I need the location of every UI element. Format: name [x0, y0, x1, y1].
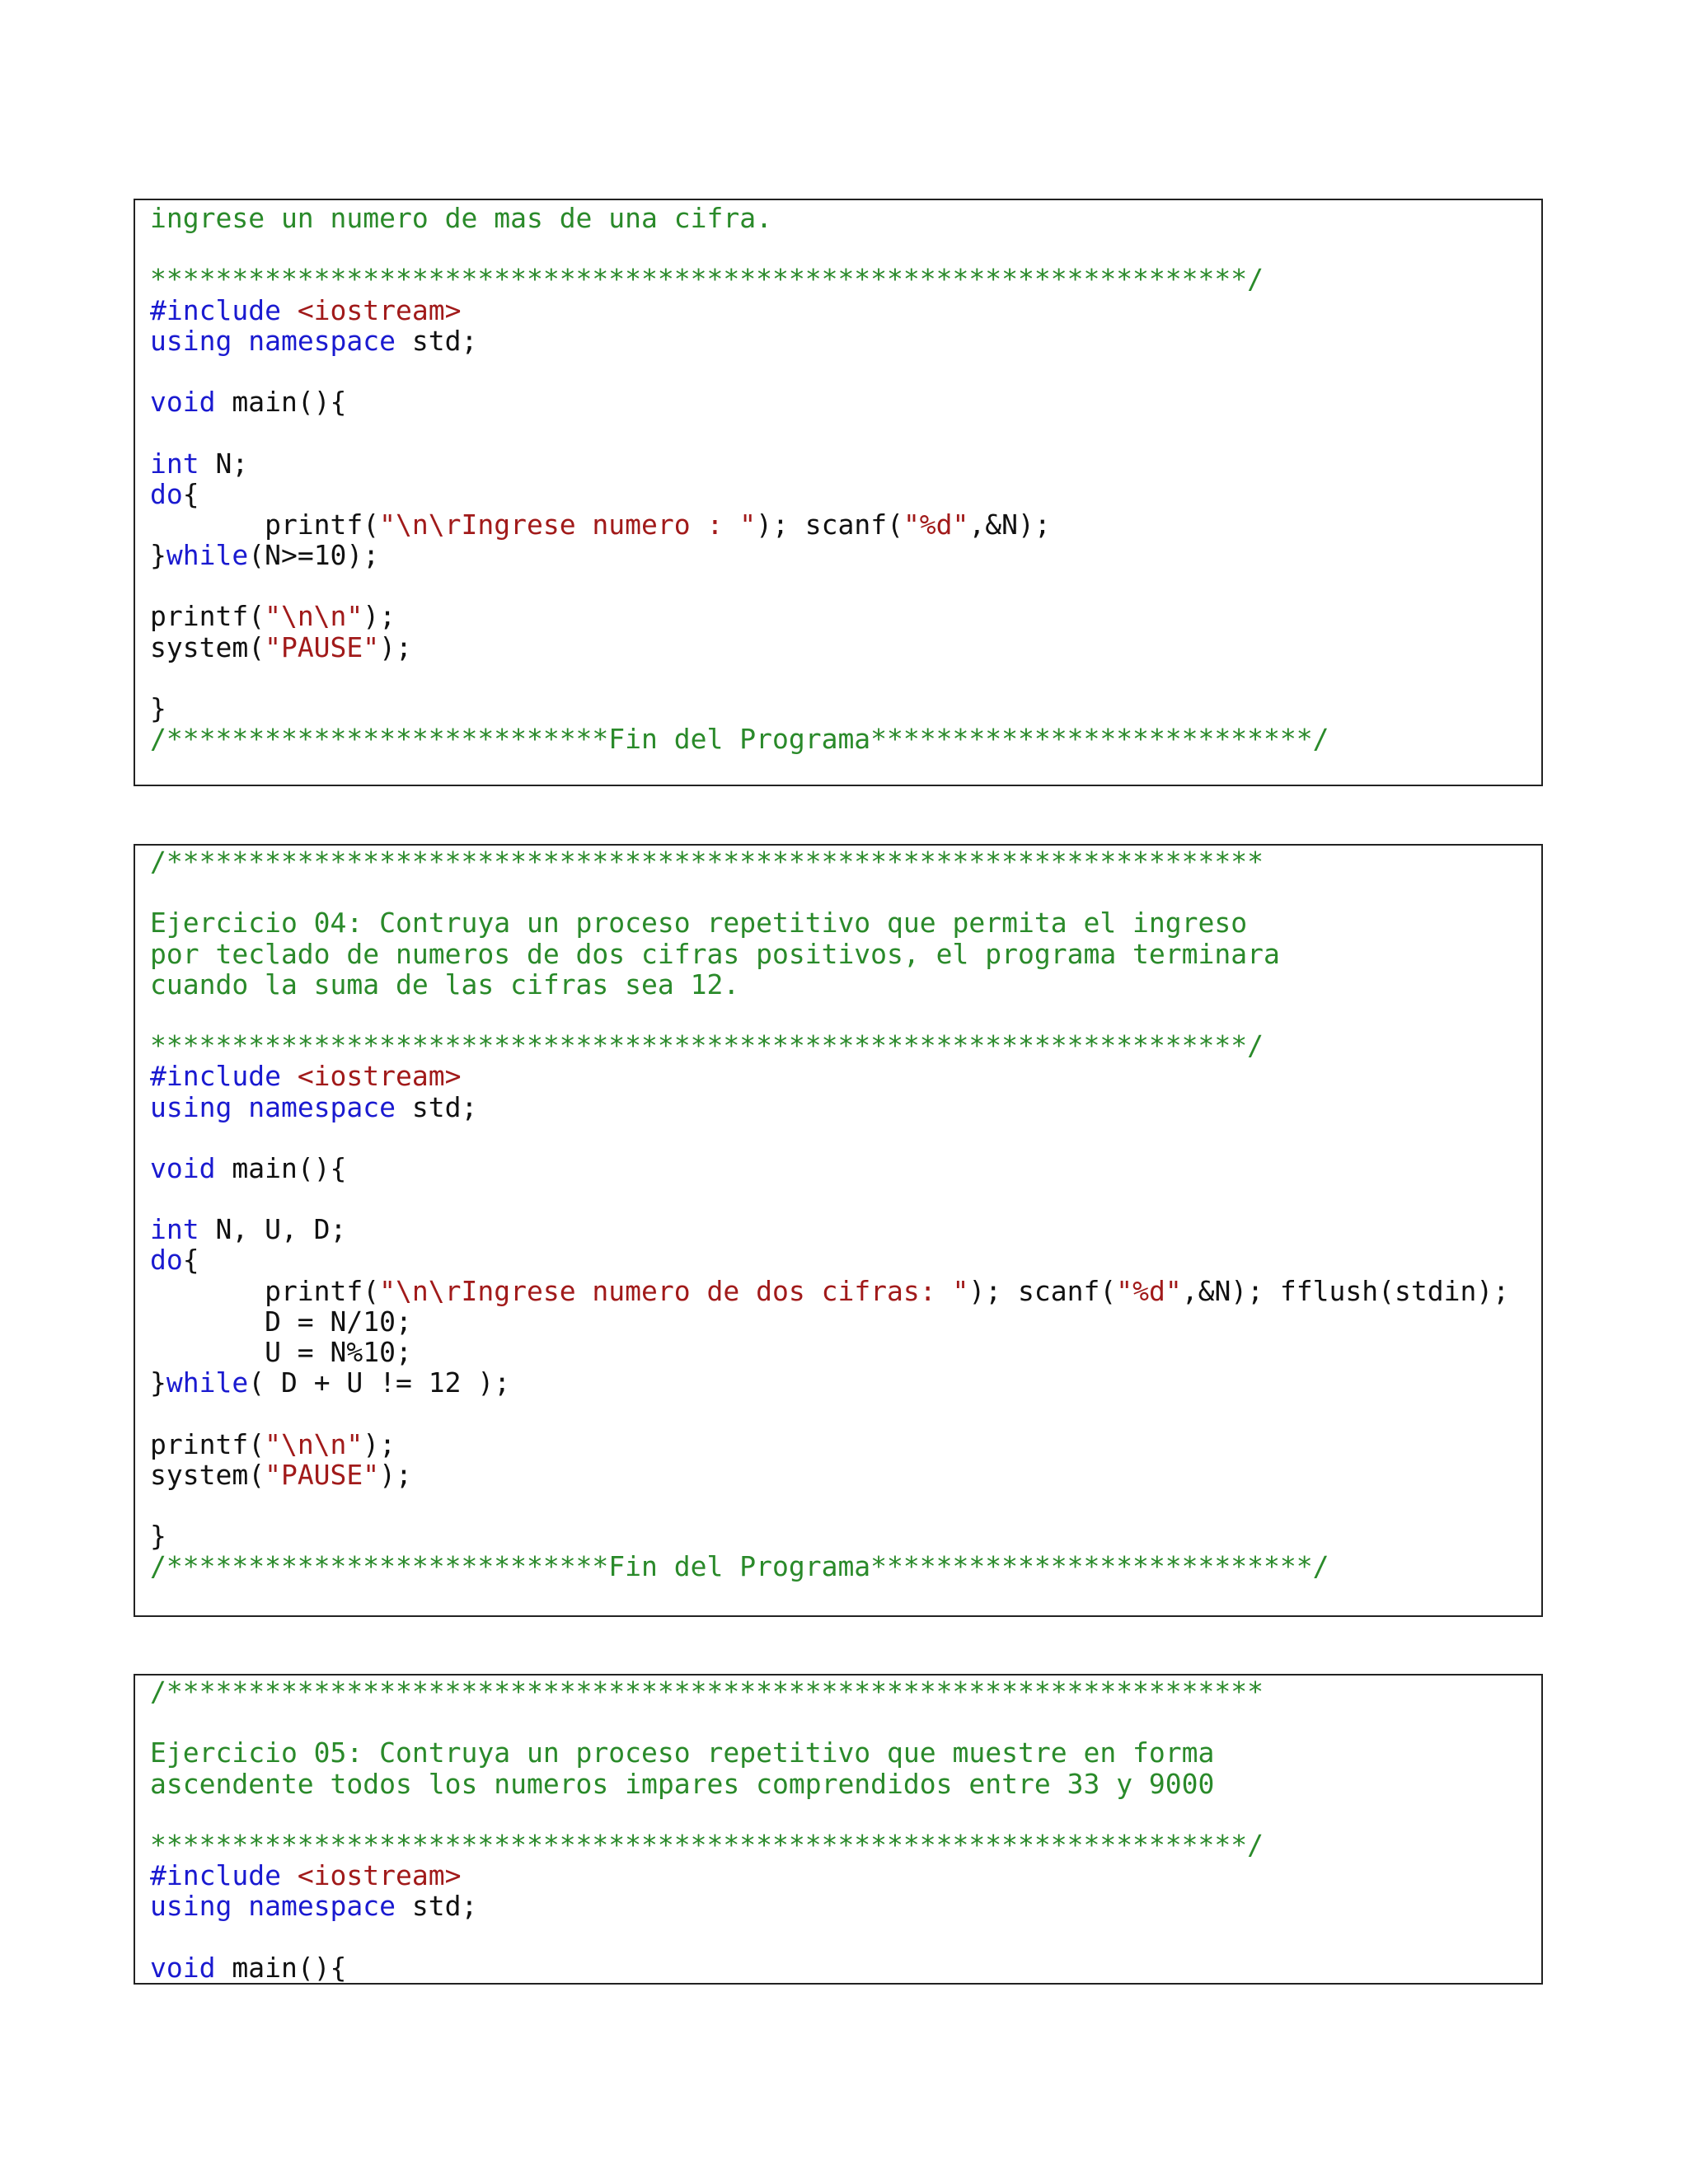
code-line — [150, 1337, 1509, 1367]
code-line — [150, 1000, 1509, 1030]
code-line — [150, 233, 1329, 264]
code-token-keyword: #include — [150, 1060, 298, 1093]
code-token-string: <iostream> — [297, 1060, 462, 1093]
code-token-plain: ); — [363, 600, 396, 633]
code-token-keyword: int — [150, 447, 199, 480]
code-line — [150, 1830, 1264, 1860]
code-token-plain: main(){ — [215, 386, 347, 419]
code-line — [150, 1769, 1264, 1799]
code-token-plain: ,&N); fflush(stdin); — [1181, 1274, 1510, 1307]
code-line — [150, 1061, 1509, 1091]
code-token-plain: system( — [150, 1458, 265, 1491]
code-token-comment: *******************************************************************/ — [150, 1828, 1264, 1861]
code-token-comment: /***************************Fin del Programa***************************/ — [150, 723, 1329, 756]
code-token-keyword: using — [150, 1890, 232, 1923]
code-token-plain: N; — [199, 447, 249, 480]
code-token-plain: } — [150, 539, 166, 572]
code-line — [150, 1551, 1509, 1582]
code-line — [150, 693, 1329, 724]
code-token-string: "\n\n" — [265, 600, 363, 633]
code-line — [150, 724, 1329, 754]
code-token-keyword: namespace — [248, 1090, 396, 1123]
code-token-plain: system( — [150, 630, 265, 663]
code-token-comment: Ejercicio 05: Contruya un proceso repetitivo que muestre en forma — [150, 1736, 1215, 1769]
code-token-keyword: while — [166, 1366, 249, 1399]
code-line — [150, 1367, 1509, 1398]
code-token-plain: std; — [396, 1890, 478, 1923]
code-token-plain: ); — [379, 630, 412, 663]
code-block-ejercicio-03 — [134, 199, 1543, 786]
code-block-ejercicio-05 — [134, 1674, 1543, 1985]
code-line — [150, 907, 1509, 938]
code-line — [150, 1799, 1264, 1830]
code-listing — [150, 203, 1329, 754]
code-token-plain: printf( — [150, 508, 380, 541]
code-token-string: "%d" — [903, 508, 969, 541]
code-line — [150, 203, 1329, 233]
code-token-comment: ascendente todos los numeros impares comprendidos entre 33 y 9000 — [150, 1767, 1215, 1800]
code-line — [150, 417, 1329, 448]
code-token-plain: std; — [396, 324, 478, 357]
code-listing — [150, 846, 1509, 1582]
code-token-plain — [232, 1091, 248, 1123]
code-line — [150, 1214, 1509, 1244]
code-token-string: <iostream> — [297, 1859, 462, 1892]
code-token-keyword: #include — [150, 1859, 298, 1892]
code-token-keyword: int — [150, 1213, 199, 1246]
code-token-keyword: #include — [150, 293, 298, 326]
code-line — [150, 1922, 1264, 1952]
code-token-plain — [232, 325, 248, 357]
code-token-plain: ); — [379, 1458, 412, 1491]
code-line — [150, 601, 1329, 631]
code-token-plain: std; — [396, 1090, 478, 1123]
code-token-string: "\n\rIngrese numero de dos cifras: " — [379, 1274, 969, 1307]
code-line — [150, 1490, 1509, 1521]
code-token-plain: ); scanf( — [968, 1274, 1117, 1307]
code-token-string: "\n\n" — [265, 1427, 363, 1460]
code-token-comment: /***************************Fin del Programa***************************/ — [150, 1550, 1329, 1583]
code-line — [150, 1183, 1509, 1214]
code-line — [150, 1244, 1509, 1275]
code-line — [150, 570, 1329, 601]
code-line — [150, 1891, 1264, 1921]
code-token-plain: } — [150, 1520, 166, 1553]
code-line — [150, 1737, 1264, 1768]
code-line — [150, 1030, 1509, 1061]
code-token-plain: U = N%10; — [150, 1336, 412, 1368]
code-token-keyword: namespace — [248, 324, 396, 357]
code-line — [150, 877, 1509, 907]
code-line — [150, 295, 1329, 326]
code-line — [150, 1952, 1264, 1983]
code-line — [150, 969, 1509, 1000]
code-line — [150, 509, 1329, 540]
code-token-plain: { — [182, 477, 199, 510]
code-line — [150, 1521, 1509, 1551]
code-token-keyword: while — [166, 539, 249, 572]
code-token-plain: printf( — [150, 1274, 380, 1307]
code-token-string: "\n\rIngrese numero : " — [379, 508, 757, 541]
code-listing — [150, 1676, 1264, 1983]
code-token-plain: } — [150, 692, 166, 724]
code-line — [150, 1122, 1509, 1153]
code-line — [150, 1398, 1509, 1428]
code-token-plain: main(){ — [215, 1151, 347, 1184]
code-line — [150, 663, 1329, 693]
code-token-plain: D = N/10; — [150, 1305, 412, 1338]
code-line — [150, 846, 1509, 877]
code-token-comment: /******************************************************************* — [150, 846, 1264, 878]
code-line — [150, 540, 1329, 570]
code-line — [150, 387, 1329, 417]
code-token-comment: Ejercicio 04: Contruya un proceso repetitivo que permita el ingreso — [150, 907, 1248, 940]
code-token-plain: printf( — [150, 1427, 265, 1460]
code-token-plain: ); scanf( — [756, 508, 903, 541]
code-token-plain: } — [150, 1366, 166, 1399]
code-line — [150, 479, 1329, 509]
code-token-keyword: void — [150, 1151, 216, 1184]
code-token-plain: ,&N); — [968, 508, 1051, 541]
code-token-comment: /******************************************************************* — [150, 1675, 1264, 1708]
code-line — [150, 1276, 1509, 1306]
code-line — [150, 632, 1329, 663]
code-token-keyword: do — [150, 1244, 183, 1277]
code-token-plain: { — [182, 1244, 199, 1277]
code-line — [150, 1092, 1509, 1122]
code-token-comment: *******************************************************************/ — [150, 263, 1264, 296]
code-line — [150, 1707, 1264, 1737]
code-line — [150, 1860, 1264, 1891]
code-token-plain — [232, 1890, 248, 1922]
code-token-comment: ingrese un numero de mas de una cifra. — [150, 202, 772, 234]
code-token-comment: cuando la suma de las cifras sea 12. — [150, 968, 740, 1001]
code-token-string: "PAUSE" — [265, 1458, 380, 1491]
code-line — [150, 1429, 1509, 1460]
code-token-comment: *******************************************************************/ — [150, 1029, 1264, 1062]
code-token-keyword: using — [150, 1090, 232, 1123]
code-line — [150, 1676, 1264, 1707]
code-line — [150, 356, 1329, 387]
code-line — [150, 1153, 1509, 1183]
code-token-plain: (N>=10); — [248, 539, 380, 572]
code-block-ejercicio-04 — [134, 844, 1543, 1617]
code-token-plain: printf( — [150, 600, 265, 633]
code-token-plain: ( D + U != 12 ); — [248, 1366, 511, 1399]
code-token-keyword: using — [150, 324, 232, 357]
code-line — [150, 939, 1509, 969]
code-line — [150, 1460, 1509, 1490]
code-line — [150, 1306, 1509, 1337]
code-token-plain: main(){ — [215, 1951, 347, 1984]
code-line — [150, 264, 1329, 294]
code-token-keyword: void — [150, 1951, 216, 1984]
code-token-keyword: do — [150, 477, 183, 510]
code-token-string: "PAUSE" — [265, 630, 380, 663]
code-token-keyword: void — [150, 386, 216, 419]
code-token-keyword: namespace — [248, 1890, 396, 1923]
code-token-comment: por teclado de numeros de dos cifras positivos, el programa terminara — [150, 937, 1280, 970]
code-token-plain: ); — [363, 1427, 396, 1460]
code-token-plain: N, U, D; — [199, 1213, 347, 1246]
code-line — [150, 326, 1329, 356]
code-token-string: "%d" — [1116, 1274, 1182, 1307]
code-token-string: <iostream> — [297, 293, 462, 326]
code-line — [150, 448, 1329, 479]
